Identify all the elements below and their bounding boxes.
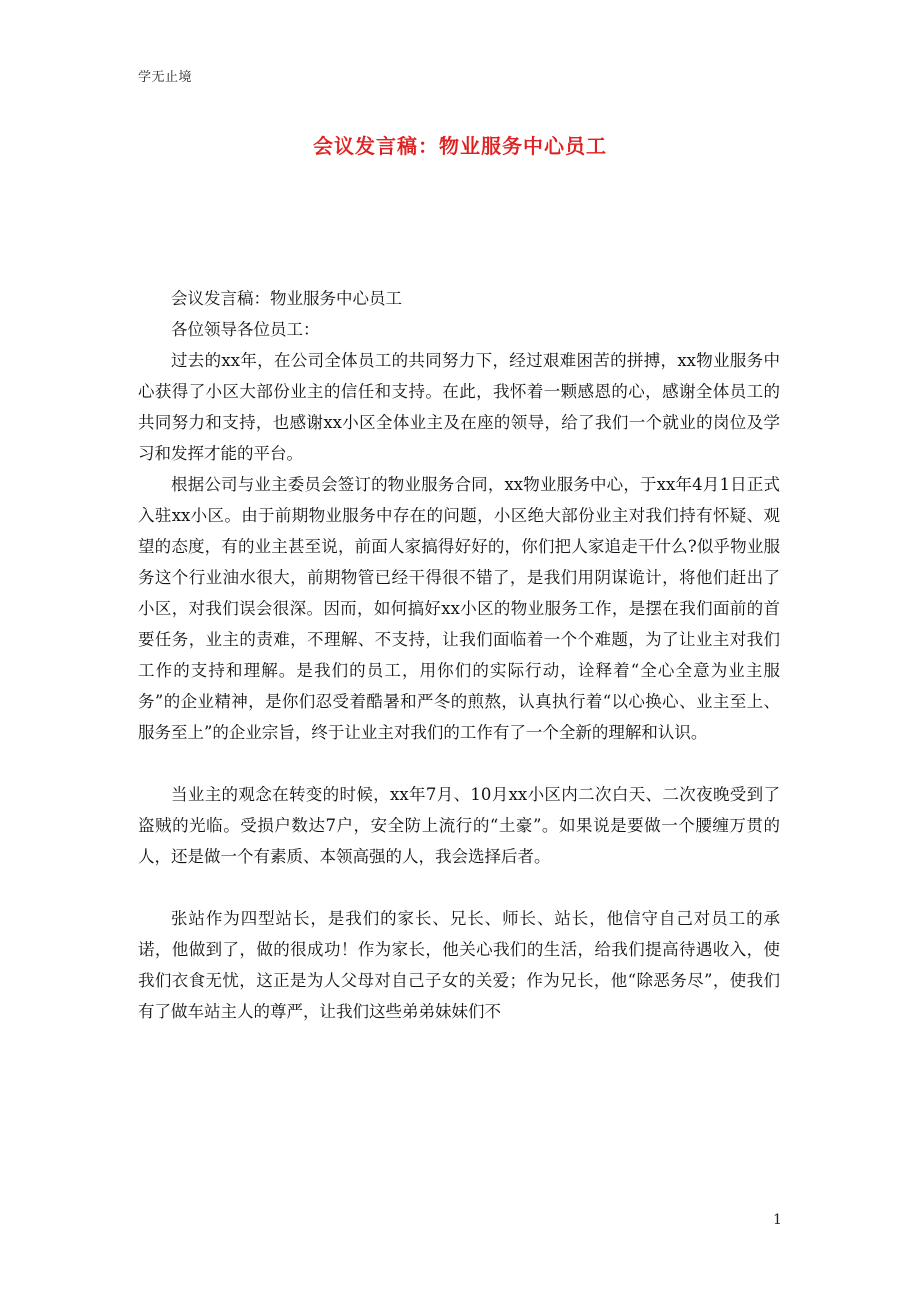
document-body bbox=[138, 283, 780, 1027]
paragraph-body: 根据公司与业主委员会签订的物业服务合同，xx物业服务中心，于xx年4月1日正式入驻xx小区。由于前期物业服务中存在的问题，小区绝大部份业主对我们持有怀疑、观望的态度，有的业主甚至说，前面人家搞得好好的，你们把人家追走干什么?似乎物业服务这个行业油水很大，前期物管已经干得很不错了，是我们用阴谋诡计，将他们赶出了小区，对我们误会很深。因而，如何搞好xx小区的物业服务工作，是摆在我们面前的首要任务，业主的责难，不理解、不支持，让我们面临着一个个难题，为了让业主对我们工作的支持和理解。是我们的员工，用你们的实际行动，诠释着“全心全意为业主服务”的企业精神，是你们忍受着酷暑和严冬的煎熬，认真执行着“以心换心、业主至上、服务至上”的企业宗旨，终于让业主对我们的工作有了一个全新的理解和认识。 bbox=[138, 475, 780, 742]
paragraph-body: 当业主的观念在转变的时候，xx年7月、10月xx小区内二次白天、二次夜晚受到了盗贼的光临。受损户数达7户，安全防上流行的“土豪”。如果说是要做一个腰缠万贯的人，还是做一个有素质、本领高强的人，我会选择后者。 bbox=[138, 785, 780, 866]
paragraph-salutation: 各位领导各位员工： bbox=[171, 320, 320, 339]
page-number: 1 bbox=[773, 1212, 782, 1228]
document-title: 会议发言稿：物业服务中心员工 bbox=[313, 134, 607, 158]
paragraph-heading: 会议发言稿：物业服务中心员工 bbox=[171, 289, 402, 308]
paragraph-body: 过去的xx年，在公司全体员工的共同努力下，经过艰难困苦的拼搏，xx物业服务中心获得了小区大部份业主的信任和支持。在此，我怀着一颗感恩的心，感谢全体员工的共同努力和支持，也感谢xx小区全体业主及在座的领导，给了我们一个就业的岗位及学习和发挥才能的平台。 bbox=[138, 351, 780, 463]
page-header-text: 学无止境 bbox=[138, 70, 193, 85]
paragraph-body: 张站作为四型站长，是我们的家长、兄长、师长、站长，他信守自己对员工的承诺，他做到了，做的很成功！作为家长，他关心我们的生活，给我们提高待遇收入，使我们衣食无忧，这正是为人父母对自己子女的关爱；作为兄长，他“除恶务尽”，使我们有了做车站主人的尊严，让我们这些弟弟妹妹们不 bbox=[138, 909, 780, 1021]
